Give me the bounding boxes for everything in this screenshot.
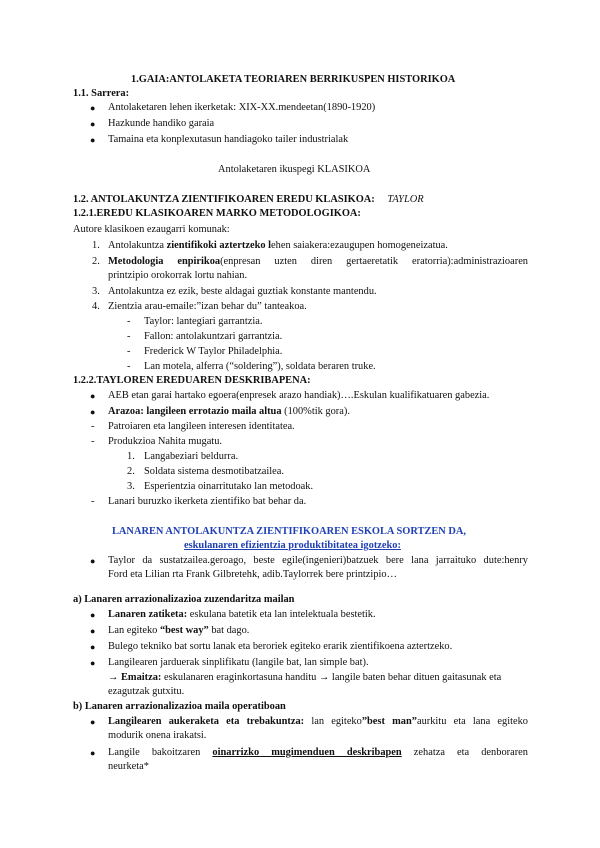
item-text: zehatza eta denboraren xyxy=(401,747,528,758)
item-text: (enpresan uzten diren gertaeretatik eratorria):administrazioaren xyxy=(220,256,529,267)
list-number: 1. xyxy=(92,240,100,251)
item-text: Langile bakoitzaren xyxy=(108,747,213,758)
list-item: Antolaketaren lehen ikerketak: XIX-XX.mendeetan(1890-1920) xyxy=(108,102,376,113)
item-text: eskulanaren eraginkortasuna handitu → langile baten behar dituen gaitasunak eta xyxy=(161,672,502,683)
dash-marker: - xyxy=(127,361,131,372)
item-bold-text: ”best man” xyxy=(361,716,417,727)
list-item xyxy=(108,623,249,638)
bullet-icon: ● xyxy=(90,626,96,636)
list-item: AEB etan garai hartako egoera(enpresek arazo handiak)….Eskulan kualifikatuaren gabezia. xyxy=(108,390,490,401)
sub-item: Langabeziari beldurra. xyxy=(144,451,239,462)
list-item xyxy=(108,238,448,253)
subsection-heading-b: b) Lanaren arrazionalizazioa maila operatiboan xyxy=(73,701,286,712)
item-bold-text: zientifikoki aztertzeko l xyxy=(166,240,272,251)
item-bold-text: Langilearen aukeraketa eta trebakuntza: xyxy=(108,716,305,727)
list-number: 2. xyxy=(92,256,100,267)
section-heading-1-2-2: 1.2.2.TAYLOREN EREDUAREN DESKRIBAPENA: xyxy=(73,375,311,386)
list-item: Produkzioa Nahita mugatu. xyxy=(108,436,222,447)
bullet-icon: ● xyxy=(90,103,96,113)
item-bold-text: Emaitza: xyxy=(121,672,162,683)
dash-marker: - xyxy=(127,331,131,342)
list-item: Bulego tekniko bat sortu lanak eta beroriek egiteko erarik zientifikoena aztertzeko. xyxy=(108,641,453,652)
bullet-icon: ● xyxy=(90,119,96,129)
list-item xyxy=(108,607,376,622)
section-heading-text: 1.2. ANTOLAKUNTZA ZIENTIFIKOAREN EREDU KLASIKOA: xyxy=(73,194,375,205)
bullet-icon: ● xyxy=(90,391,96,401)
sub-item: Taylor: lantegiari garrantzia. xyxy=(144,316,263,327)
item-text: aurkitu eta lana egiteko xyxy=(416,716,528,727)
banner-subtitle: eskulanaren efizientzia produktibitatea igotzeko: xyxy=(184,540,401,551)
item-bold-text: Arazoa: langileen errotazio maila altua xyxy=(108,406,282,417)
item-text: Antolakuntza xyxy=(108,240,167,251)
result-line-continuation: ezagutzak gutxitu. xyxy=(108,686,185,697)
bullet-icon: ● xyxy=(90,658,96,668)
section-heading-name: TAYLOR xyxy=(387,194,424,205)
item-bold-text: “best way” xyxy=(159,625,209,636)
list-item: Hazkunde handiko garaia xyxy=(108,118,215,129)
bullet-icon: ● xyxy=(90,717,96,727)
bullet-icon: ● xyxy=(90,407,96,417)
dash-marker: - xyxy=(127,346,131,357)
bullet-icon: ● xyxy=(90,610,96,620)
item-bold-text: Lanaren zatiketa: xyxy=(108,609,188,620)
list-item: Tamaina eta konplexutasun handiagoko tailer industrialak xyxy=(108,134,349,145)
item-text: bat dago. xyxy=(208,625,250,636)
list-item xyxy=(108,404,350,419)
list-item-continuation: modurik onena irakatsi. xyxy=(108,730,207,741)
dash-marker: - xyxy=(127,316,131,327)
item-text: (100%tik gora). xyxy=(281,406,350,417)
item-text: Taylor da sustatzailea.geroago, beste egile(ingenieri)batzuek bere lana jarraituko dute:henry xyxy=(108,555,528,566)
bullet-icon: ● xyxy=(90,556,96,566)
bullet-icon: ● xyxy=(90,642,96,652)
list-item: Lanari buruzko ikerketa zientifiko bat behar da. xyxy=(108,496,307,507)
list-item: Patroiaren eta langileen interesen identitatea. xyxy=(108,421,295,432)
list-item xyxy=(108,714,528,729)
sub-item: Esperientzia oinarritutako lan metodoak. xyxy=(144,481,314,492)
section-heading-1-2-1: 1.2.1.EREDU KLASIKOAREN MARKO METODOLOGIKOA: xyxy=(73,208,361,219)
intro-text: Autore klasikoen ezaugarri komunak: xyxy=(73,224,230,235)
section-heading-1-2 xyxy=(73,192,424,207)
list-number: 4. xyxy=(92,301,100,312)
item-text: Lan egiteko xyxy=(108,625,160,636)
list-item xyxy=(108,745,528,760)
sub-item: Soldata sistema desmotibatzailea. xyxy=(144,466,284,477)
item-bold-underlined-text: oinarrizko mugimenduen deskribapen xyxy=(212,747,402,758)
classic-view-caption: Antolaketaren ikuspegi KLASIKOA xyxy=(218,164,371,175)
item-bold-text: Metodologia enpirikoa xyxy=(108,256,221,267)
list-number: 2. xyxy=(127,466,135,477)
list-item-continuation: printzipio orokorrak lortu nahian. xyxy=(108,270,248,281)
list-item: Antolakuntza ez ezik, beste aldagai guztiak konstante mantendu. xyxy=(108,286,377,297)
result-line xyxy=(108,670,501,685)
list-number: 1. xyxy=(127,451,135,462)
list-number: 3. xyxy=(92,286,100,297)
bullet-icon: ● xyxy=(90,135,96,145)
dash-marker: - xyxy=(91,496,95,507)
list-item-continuation: neurketa* xyxy=(108,761,149,772)
dash-marker: - xyxy=(91,436,95,447)
document-title: 1.GAIA:ANTOLAKETA TEORIAREN BERRIKUSPEN HISTORIKOA xyxy=(131,74,456,85)
list-number: 3. xyxy=(127,481,135,492)
list-item: Langilearen jarduerak sinplifikatu (langile bat, lan simple bat). xyxy=(108,657,369,668)
dash-marker: - xyxy=(91,421,95,432)
list-item xyxy=(108,553,528,568)
arrow-icon: → xyxy=(108,672,121,683)
banner-title: LANAREN ANTOLAKUNTZA ZIENTIFIKOAREN ESKOLA SORTZEN DA, xyxy=(112,526,466,537)
subsection-heading-a: a) Lanaren arrazionalizazioa zuzendaritza mailan xyxy=(73,594,295,605)
list-item xyxy=(108,254,528,269)
list-item: Zientzia arau-emaile:”izan behar du” tanteakoa. xyxy=(108,301,307,312)
item-text: lan egiteko xyxy=(304,716,362,727)
item-text: ehen saiakera:ezaugupen homogeneizatua. xyxy=(271,240,448,251)
sub-item: Frederick W Taylor Philadelphia. xyxy=(144,346,283,357)
section-heading-1-1: 1.1. Sarrera: xyxy=(73,88,130,99)
item-text: eskulana batetik eta lan intelektuala bestetik. xyxy=(187,609,376,620)
sub-item: Fallon: antolakuntzari garrantzia. xyxy=(144,331,283,342)
sub-item: Lan motela, alferra (“soldering”), soldata beraren truke. xyxy=(144,361,376,372)
list-item-continuation: Ford eta Lilian rta Frank Gilbretehk, adib.Taylorrek bere printzipio… xyxy=(108,569,397,580)
bullet-icon: ● xyxy=(90,748,96,758)
